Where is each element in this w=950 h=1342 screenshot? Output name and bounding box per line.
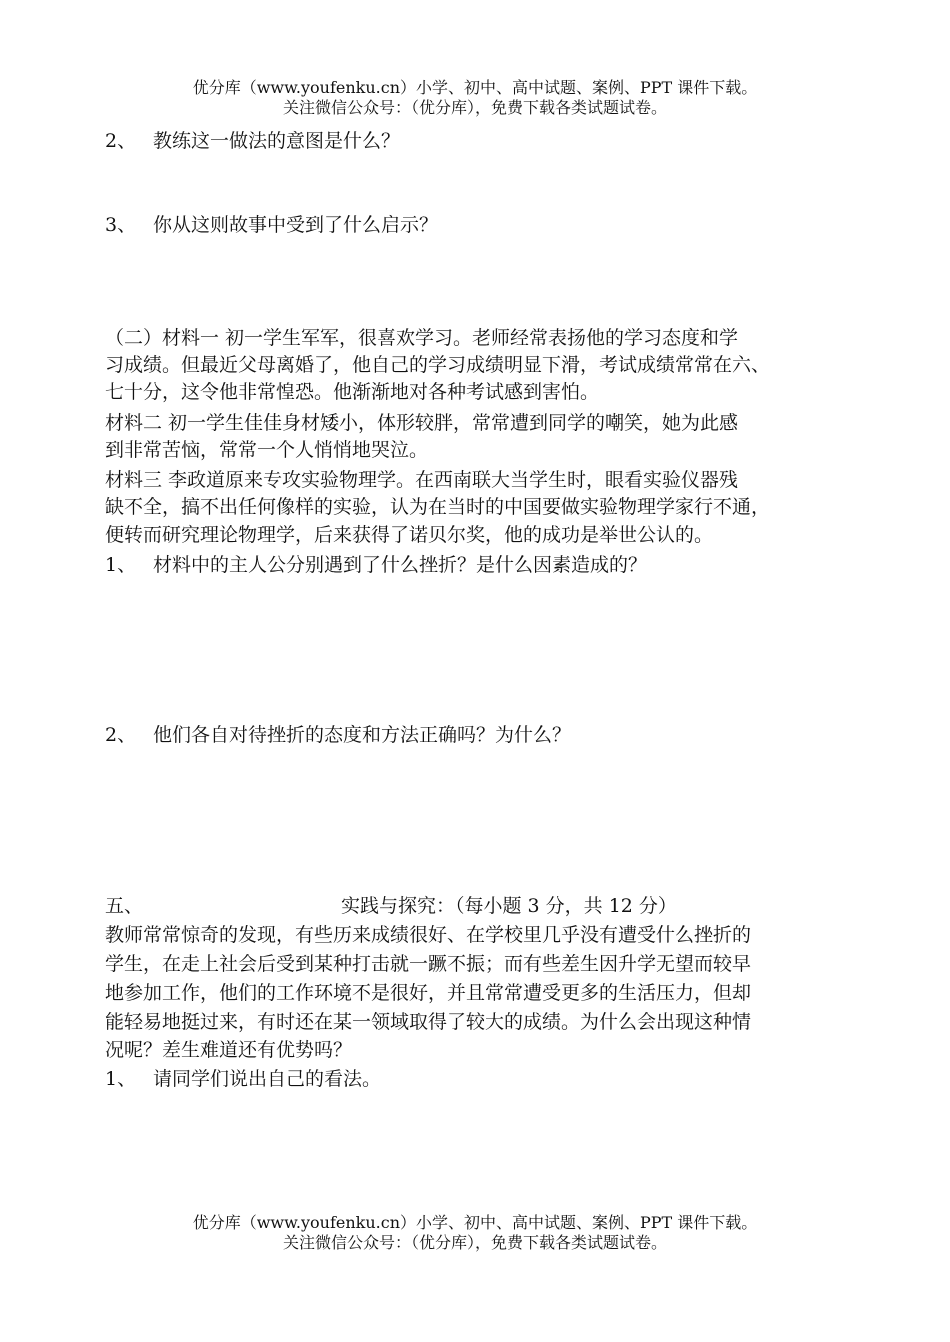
- question-text: 教练这一做法的意图是什么？: [153, 130, 401, 152]
- material-line-4: 材料二 初一学生佳佳身材矮小，体形较胖，常常遭到同学的嘲笑，她为此感: [105, 412, 739, 434]
- question-2-top: [105, 128, 865, 154]
- section-5-question-1: [105, 1066, 865, 1092]
- page-footer-line-2: 关注微信公众号：（优分库），免费下载各类试题试卷。: [282, 1233, 667, 1252]
- material-line-1: （二）材料一 初一学生军军，很喜欢学习。老师经常表扬他的学习态度和学: [105, 327, 739, 349]
- material-question-2: [105, 722, 865, 748]
- section-5-heading: [105, 893, 865, 919]
- section-number: 五、: [105, 895, 144, 917]
- question-text: 请同学们说出自己的看法。: [153, 1068, 382, 1090]
- question-text: 材料中的主人公分别遇到了什么挫折？是什么因素造成的？: [153, 554, 648, 576]
- section-5-line-3: 地参加工作，他们的工作环境不是很好，并且常常遭受更多的生活压力，但却: [105, 982, 752, 1004]
- question-number: 1、: [105, 554, 137, 576]
- material-question-1: [105, 552, 865, 578]
- material-line-3: 七十分，这令他非常惶恐。他渐渐地对各种考试感到害怕。: [105, 381, 600, 403]
- question-3-top: [105, 212, 865, 238]
- page-header-line-1: 优分库（www.youfenku.cn）小学、初中、高中试题、案例、PPT 课件下载。: [192, 78, 758, 97]
- question-number: 2、: [105, 130, 137, 152]
- section-5-line-5: 况呢？差生难道还有优势吗？: [105, 1039, 353, 1061]
- section-5-line-2: 学生，在走上社会后受到某种打击就一蹶不振；而有些差生因升学无望而较早: [105, 953, 752, 975]
- material-line-5: 到非常苦恼，常常一个人悄悄地哭泣。: [105, 439, 429, 461]
- question-number: 1、: [105, 1068, 137, 1090]
- material-line-7: 缺不全，搞不出任何像样的实验，认为在当时的中国要做实验物理学家行不通，: [105, 496, 771, 518]
- material-line-6: 材料三 李政道原来专攻实验物理学。在西南联大当学生时，眼看实验仪器残: [105, 469, 739, 491]
- question-number: 2、: [105, 724, 137, 746]
- question-text: 他们各自对待挫折的态度和方法正确吗？为什么？: [153, 724, 572, 746]
- section-title: 实践与探究：（每小题 3 分，共 12 分）: [341, 895, 677, 917]
- page-header-line-2: 关注微信公众号：（优分库），免费下载各类试题试卷。: [282, 98, 667, 117]
- page-footer-line-1: 优分库（www.youfenku.cn）小学、初中、高中试题、案例、PPT 课件下载。: [192, 1213, 758, 1232]
- section-5-line-4: 能轻易地挺过来，有时还在某一领域取得了较大的成绩。为什么会出现这种情: [105, 1011, 752, 1033]
- question-number: 3、: [105, 214, 137, 236]
- material-line-2: 习成绩。但最近父母离婚了，他自己的学习成绩明显下滑，考试成绩常常在六、: [105, 354, 771, 376]
- material-line-8: 便转而研究理论物理学，后来获得了诺贝尔奖，他的成功是举世公认的。: [105, 524, 714, 546]
- question-text: 你从这则故事中受到了什么启示？: [153, 214, 439, 236]
- section-5-line-1: 教师常常惊奇的发现，有些历来成绩很好、在学校里几乎没有遭受什么挫折的: [105, 924, 752, 946]
